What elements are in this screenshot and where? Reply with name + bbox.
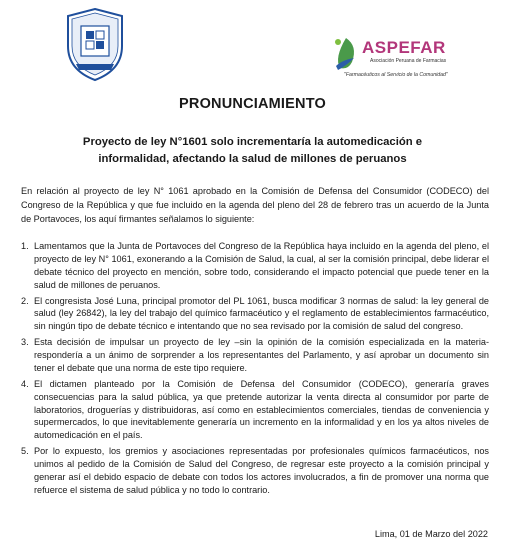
statement-list [21, 240, 489, 500]
item-number: 4. [21, 378, 29, 389]
institution-crest-logo [64, 8, 126, 82]
crest-emblem-icon [64, 8, 126, 82]
aspefar-logo [332, 36, 472, 80]
item-text: Esta decisión de impulsar un proyecto de ley –sin la opinión de la comisión especializada en la materia- respondería a un ánimo de sorprender a los representantes del Parlamento, y así aprobar un documento sin tener el debate que una norma de este tipo requiere. [34, 337, 489, 373]
intro-paragraph: En relación al proyecto de ley N° 1061 aprobado en la Comisión de Defensa del Consumidor (CODECO) del Congreso de la República y que fue incluido en la agenda del pleno del 28 de febrero tras un acuerdo de la Junta de Portavoces, los aquí firmantes señalamos lo siguiente: [21, 186, 489, 225]
list-item [21, 378, 489, 443]
subtitle-line-2: informalidad, afectando la salud de millones de peruanos [98, 153, 407, 165]
list-item [21, 336, 489, 375]
document-subtitle [40, 134, 465, 168]
aspefar-logo-name: ASPEFAR [362, 38, 446, 57]
aspefar-logo-slogan: "Farmacéuticos al Servicio de la Comunidad" [344, 72, 448, 78]
item-text: Lamentamos que la Junta de Portavoces del Congreso de la República haya incluido en la agenda del pleno, el proyecto de ley N° 1061, exonerando a la Comisión de Salud, la cual, al ser la comisión principal, debe liderar el debate técnico del proyecto en mención, sobre todo, considerando el impacto potencial que puede tener en la salud de millones de peruanos. [34, 241, 489, 290]
item-number: 1. [21, 241, 29, 251]
item-number: 3. [21, 337, 29, 348]
item-text: El dictamen planteado por la Comisión de Defensa del Consumidor (CODECO), generaría graves consecuencias para la salud pública, ya que pretende autorizar la venta directa al consumidor por parte de laboratorios, droguerías y distribuidoras, así como en establecimientos comerciales, tiendas de conveniencia y supermercados, lo que inevitablemente generaría un incremento en la informalidad y en los ya altos niveles de automedicación en el país. [34, 378, 489, 441]
list-item [21, 445, 489, 497]
item-number: 5. [21, 446, 29, 457]
subtitle-line-1: Proyecto de ley N°1601 solo incrementaría la automedicación e [82, 136, 423, 148]
list-item [21, 240, 489, 292]
document-title: PRONUNCIAMIENTO [179, 96, 326, 112]
item-text: El congresista José Luna, principal promotor del PL 1061, busca modificar 3 normas de salud: la ley general de salud (ley 26842), la ley del trabajo del químico farmacéutico y el reglamento de establecimientos farmacéutico, sin ningún tipo de debate técnico e intentando que no sea revisado por la comisión de salud del congreso. [34, 295, 489, 332]
item-number: 2. [21, 295, 29, 306]
document-date: Lima, 01 de Marzo del 2022 [374, 529, 488, 539]
aspefar-logo-subtitle: Asociación Peruana de Farmacias [370, 58, 447, 64]
item-text: Por lo expuesto, los gremios y asociaciones representadas por profesionales químicos farmacéuticos, nos unimos al pedido de la Comisión de Salud del Congreso, de regresar este proyecto a la comisión principal y generar así el debido espacio de debate con todos los actores involucrados, a fin de promover una norma que refuerce el sistema de salud pública y no todo lo contrario. [34, 446, 489, 495]
leaf-logo-icon [332, 36, 360, 72]
list-item [21, 295, 489, 334]
